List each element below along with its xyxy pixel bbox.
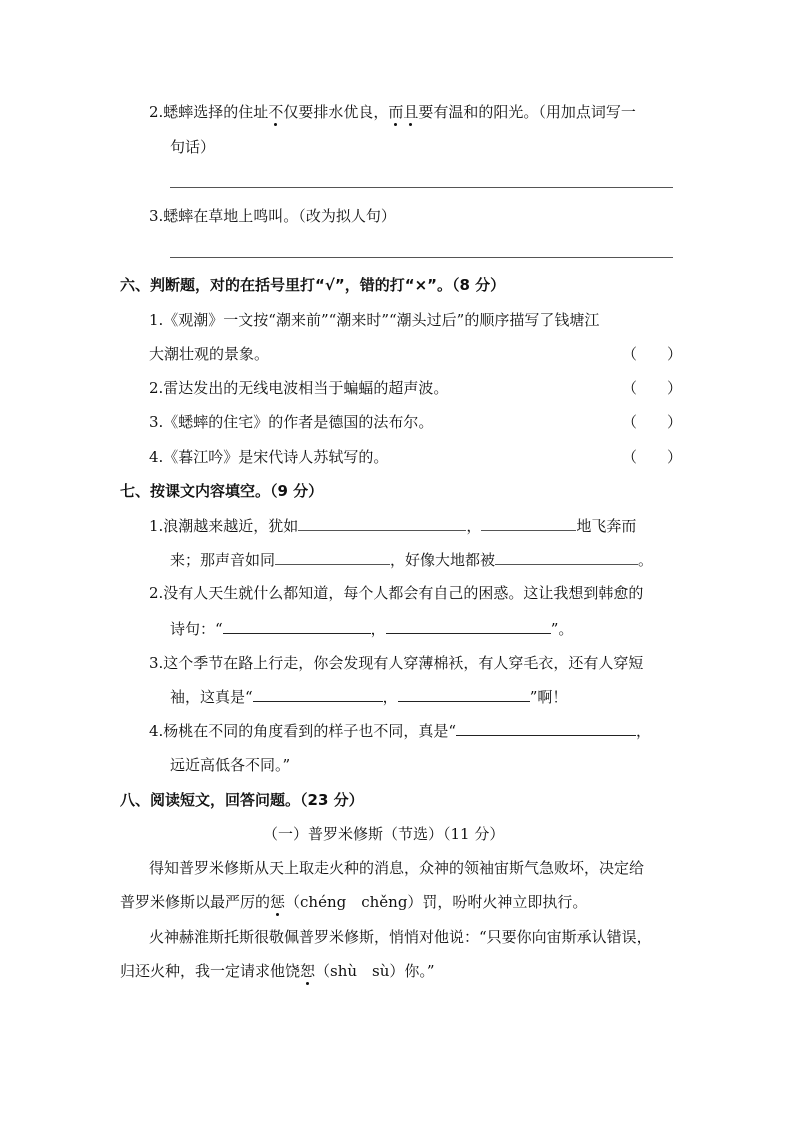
q6-item2-answer-box[interactable]: （ ） xyxy=(622,379,683,397)
q7-item1-text-c: 地飞奔而 xyxy=(576,517,637,535)
q7-item2-blank-2[interactable] xyxy=(386,619,551,634)
q7-item4-line1 xyxy=(149,721,651,741)
q7-item1-line2 xyxy=(170,550,653,570)
q7-item4-line2: 远近高低各不同。” xyxy=(170,756,291,774)
q7-item1-blank-1[interactable] xyxy=(298,516,466,531)
q6-item1-answer-box[interactable]: （ ） xyxy=(622,345,683,363)
q7-item4-text-b: ， xyxy=(635,722,651,740)
q7-item1-line1 xyxy=(149,516,636,536)
q8-p1-text-b: （chéng chěng）罚，吩咐火神立即执行。 xyxy=(285,893,588,911)
q8-p1-dotted-char: 惩 xyxy=(270,893,286,911)
q7-item2-text-d: ”。 xyxy=(550,620,574,638)
q5-item3-answer-line[interactable] xyxy=(170,257,673,258)
q6-item4-answer-box[interactable]: （ ） xyxy=(622,448,683,466)
q7-item3-line2 xyxy=(170,687,567,707)
q8-p1-text-a: 普罗米修斯以最严厉的 xyxy=(120,893,271,911)
q5-item2-text-b: 仅要排水优良， xyxy=(283,103,389,121)
q7-item2-text-c: ， xyxy=(370,620,386,638)
q7-item1-text-a: 1.浪潮越来越近，犹如 xyxy=(149,517,299,535)
q6-item3-answer-box[interactable]: （ ） xyxy=(622,413,683,431)
q7-item2-text-b: 诗句：“ xyxy=(170,620,223,638)
q6-item3: 3.《蟋蟀的住宅》的作者是德国的法布尔。 xyxy=(149,413,434,431)
q5-item2-line2: 句话） xyxy=(170,138,216,156)
q6-item1-line1: 1.《观潮》一文按“潮来前”“潮来时”“潮头过后”的顺序描写了钱塘江 xyxy=(149,311,600,329)
q5-item2-dotted-char: 且 xyxy=(403,103,419,121)
q7-item3-text-b: 袖，这真是“ xyxy=(170,688,253,706)
q8-p1-line1: 得知普罗米修斯从天上取走火种的消息，众神的领袖宙斯气急败坏，决定给 xyxy=(149,859,645,877)
q6-item1-line2: 大潮壮观的景象。 xyxy=(149,345,270,363)
q8-p2-dotted-char: 恕 xyxy=(300,962,316,980)
q6-heading: 六、判断题，对的在括号里打“√”，错的打“×”。（8 分） xyxy=(120,276,506,294)
q7-item2-line2 xyxy=(170,619,573,639)
q7-item1-text-d: 来；那声音如同 xyxy=(170,551,276,569)
q7-item3-blank-1[interactable] xyxy=(253,687,383,702)
q8-p2-text-a: 归还火种，我一定请求他饶 xyxy=(120,962,301,980)
q7-heading: 七、按课文内容填空。（9 分） xyxy=(120,482,324,500)
q5-item2-dotted-char: 而 xyxy=(388,103,404,121)
q7-item1-blank-2[interactable] xyxy=(481,516,576,531)
q5-item2-answer-line[interactable] xyxy=(170,187,673,188)
q7-item3-text-c: ， xyxy=(382,688,398,706)
q7-item2-line1: 2.没有人天生就什么都知道，每个人都会有自己的困惑。这让我想到韩愈的 xyxy=(149,584,644,602)
q5-item3: 3.蟋蟀在草地上鸣叫。（改为拟人句） xyxy=(149,207,396,225)
q7-item3-text-d: ”啊！ xyxy=(529,688,568,706)
q5-item2-dotted-char: 不 xyxy=(268,103,284,121)
q7-item3-blank-2[interactable] xyxy=(398,687,530,702)
q7-item1-text-f: 。 xyxy=(638,551,654,569)
q8-p2-line1: 火神赫淮斯托斯很敬佩普罗米修斯，悄悄对他说：“只要你向宙斯承认错误， xyxy=(149,928,652,946)
q8-p2-line2 xyxy=(120,961,435,981)
q6-item4: 4.《暮江吟》是宋代诗人苏轼写的。 xyxy=(149,448,389,466)
q8-p2-text-b: （shù sù）你。” xyxy=(315,962,435,980)
q7-item1-text-e: ，好像大地都被 xyxy=(390,551,496,569)
q5-item2-text-a: 2.蟋蟀选择的住址 xyxy=(149,103,269,121)
q7-item2-blank-1[interactable] xyxy=(223,619,371,634)
q6-item2: 2.雷达发出的无线电波相当于蝙蝠的超声波。 xyxy=(149,379,449,397)
q7-item1-text-b: ， xyxy=(466,517,482,535)
q5-item2-text-c: 要有温和的阳光。（用加点词写一 xyxy=(418,103,636,121)
q8-p1-line2 xyxy=(120,892,587,912)
q5-item2-line1 xyxy=(149,102,636,122)
q7-item1-blank-3[interactable] xyxy=(275,550,390,565)
q8-heading: 八、阅读短文，回答问题。（23 分） xyxy=(120,791,364,809)
q7-item4-blank-1[interactable] xyxy=(456,721,636,736)
q7-item3-line1: 3.这个季节在路上行走，你会发现有人穿薄棉袄，有人穿毛衣，还有人穿短 xyxy=(149,654,644,672)
q8-passage-subtitle: （一）普罗米修斯（节选）（11 分） xyxy=(263,825,505,843)
q7-item4-text-a: 4.杨桃在不同的角度看到的样子也不同，真是“ xyxy=(149,722,456,740)
q7-item1-blank-4[interactable] xyxy=(495,550,638,565)
